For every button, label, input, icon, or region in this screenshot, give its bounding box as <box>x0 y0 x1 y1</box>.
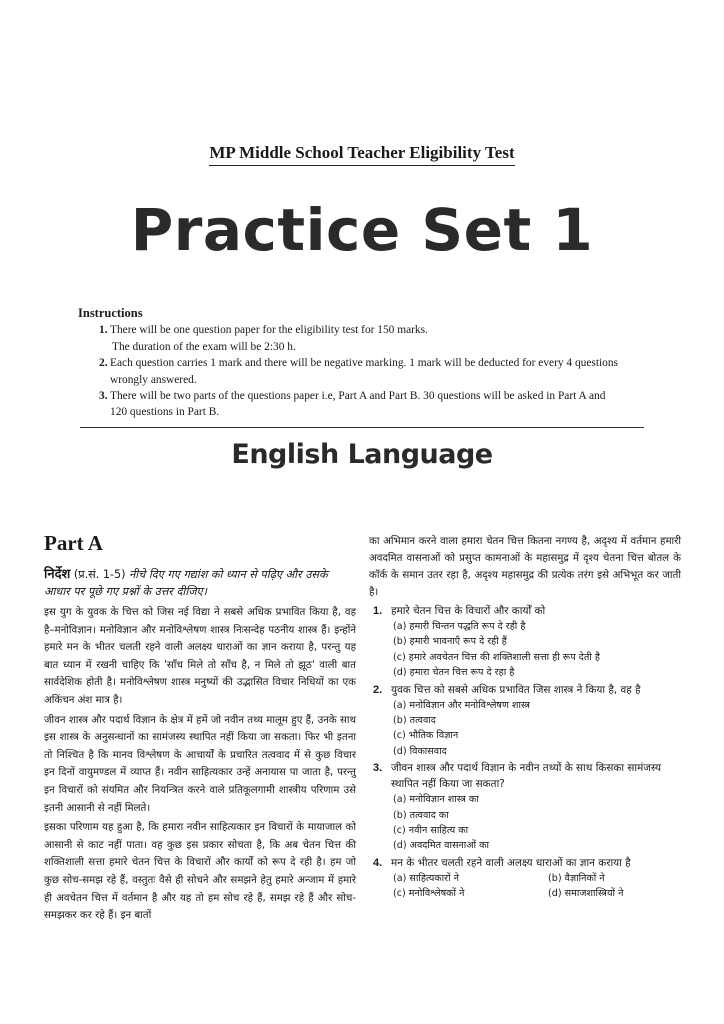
instruction-line: 120 questions in Part B. <box>110 406 220 419</box>
option: (d) समाजशास्त्रियों ने <box>548 888 624 900</box>
question-text: जीवन शास्त्र और पदार्थ विज्ञान के नवीन तथ्यों के साथ किसका सामंजस्य स्थापित नहीं किया जा सकता? <box>391 762 662 791</box>
option: (b) तत्ववाद का <box>393 809 449 821</box>
exam-header <box>0 143 724 163</box>
instruction-line: wrongly answered. <box>110 373 197 386</box>
instruction-item <box>78 322 648 355</box>
option: (c) हमारे अवचेतन चित्त की शक्तिशाली सत्ता ही रूप देती है <box>393 651 600 663</box>
right-column <box>369 533 681 902</box>
question <box>369 682 681 760</box>
left-column <box>44 531 356 927</box>
option: (c) भौतिक विज्ञान <box>393 730 459 742</box>
part-heading: Part A <box>44 531 103 555</box>
question <box>369 760 681 854</box>
question-number: 3. <box>373 762 383 775</box>
passage-continuation: का अभिमान करने वाला हमारा चेतन चित्त कितना नगण्य है, अदृश्य में वर्तमान हमारी अवदमित वासनाओं को प्रसुप्त कामनाओं के महासमुद्र में दृश्य चेतना चित्त बोतल के कॉर्क के समान उतर रहा है, अदृश्य महासमुद्र की प्रत्येक तरंग इसे अभिभूत कर जाती है। <box>369 536 681 598</box>
question <box>369 603 681 681</box>
section-title: English Language <box>231 439 493 470</box>
option: (d) विकासवाद <box>393 745 447 757</box>
passage-paragraph: इस युग के युवक के चित्त को जिस नई विद्या ने सबसे अधिक प्रभावित किया है, वह है–मनोविज्ञान। मनोविज्ञान और मनोविश्लेषण शास्त्र निःसन्देह पठनीय शास्त्र हैं। इन्होंने हमारे मन के भीतर चलती रहने वाली अलक्ष्य धाराओं का ज्ञान कराया है, परन्तु यह बात ध्यान में रखनी चाहिए कि 'साँच मिले तो साँच है, न मिले तो झूठ' वाली बात सार्वदेशिक होती है। मनोविश्लेषण शास्त्र मनुष्यों की उद्भासित विचार निधियों का एक अकिंचन अंश मात्र है। <box>44 607 356 706</box>
instruction-line: The duration of the exam will be 2:30 h. <box>112 340 296 353</box>
option-row <box>391 886 681 901</box>
option: (b) वैज्ञानिकों ने <box>548 872 605 884</box>
option: (b) तत्ववाद <box>393 715 436 727</box>
exam-header-text: MP Middle School Teacher Eligibility Test <box>209 143 514 166</box>
instruction-number: 1. <box>99 324 108 337</box>
option: (c) नवीन साहित्य का <box>393 825 469 837</box>
instruction-line: There will be one question paper for the eligibility test for 150 marks. <box>110 324 428 337</box>
instruction-number: 3. <box>99 390 108 403</box>
question-number: 1. <box>373 605 383 617</box>
instruction-item <box>78 388 648 421</box>
option-row <box>391 871 681 886</box>
page-title: Practice Set 1 <box>130 196 594 264</box>
question-number: 2. <box>373 683 383 696</box>
option: (d) अवदमित वासनाओं का <box>393 840 489 852</box>
instruction-line: There will be two parts of the questions paper i.e, Part A and Part B. 30 questions will be asked in Part A and <box>110 390 606 403</box>
question-text: हमारे चेतन चित्त के विचारों और कार्यों को <box>391 605 546 617</box>
instruction-item <box>78 355 648 388</box>
option: (a) हमारी चिन्तन पद्धति रूप दे रही है <box>393 621 526 632</box>
option: (c) मनोविश्लेषकों ने <box>393 888 465 900</box>
instructions-heading: Instructions <box>78 306 143 320</box>
passage-paragraph: जीवन शास्त्र और पदार्थ विज्ञान के क्षेत्र में हमें जो नवीन तथ्य मालूम हुए हैं, उनके साथ इस शास्त्र के अनुसन्धानों का सामंजस्य स्थापित नहीं किया जा सकता। फिर भी इतना तो निश्चित है कि मानव विश्लेषण के आचार्यों के प्रचारित तत्ववाद में से कुछ विचार इन दिनों वायुमण्डल में व्याप्त हैं। नवीन साहित्यकार उन्हें अनायास पा जाता है, परन्तु इन विचारों को संयमित और नियन्त्रित करने वाले प्रतिकूलगामी शास्त्रीय परिणाम उसे इतनी आसानी से नहीं मिलते। <box>44 714 356 814</box>
question <box>369 855 681 902</box>
option: (a) मनोविज्ञान और मनोविश्लेषण शास्त्र <box>393 699 530 711</box>
option: (b) हमारी भावनाएँ रूप दे रही हैं <box>393 636 507 648</box>
direction <box>44 566 356 600</box>
divider <box>80 427 644 428</box>
option: (d) हमारा चेतन चित्त रूप दे रहा है <box>393 667 515 679</box>
instruction-number: 2. <box>99 357 108 370</box>
option: (a) मनोविज्ञान शास्त्र का <box>393 794 479 806</box>
passage-paragraph: इसका परिणाम यह हुआ है, कि हमारा नवीन साहित्यकार इन विचारों के मायाजाल को आसानी से काट नहीं पाता। वह कुछ इस प्रकार सोचता है, कि अब चेतन चित्त की शक्तिशाली सत्ता हमारे चेतन चित्त के विचारों और कार्यों को रूप दे रही है। हम जो कुछ सोच-समझ रहे हैं, वस्तुतः वैसे ही सोचने और समझने हेतु हमारे अन्जाम में हमारे ही अवचेतन चित्त में वर्तमान है और यह तो हम सोच रहे हैं, समझ रहे हैं और सोच-समझकर कर रहे हैं। इन बातों <box>44 822 356 922</box>
direction-text: नीचे दिए गए गद्यांश को ध्यान से पढ़िए और उसके आधार पर पूछे गए प्रश्नों के उत्तर दीजिए। <box>44 568 328 598</box>
direction-label: निर्देश <box>44 567 71 582</box>
instruction-line: Each question carries 1 mark and there will be negative marking. 1 mark will be deducted for every 4 questions <box>110 357 618 370</box>
question-text: युवक चित्त को सबसे अधिक प्रभावित जिस शास्त्र ने किया है, वह है <box>391 683 641 696</box>
question-text: मन के भीतर चलती रहने वाली अलक्ष्य धाराओं का ज्ञान कराया है <box>391 856 631 869</box>
question-number: 4. <box>373 856 383 869</box>
instructions-block <box>78 305 648 421</box>
direction-range: (प्र.सं. 1-5) <box>73 568 126 581</box>
option: (a) साहित्यकारों ने <box>393 872 459 884</box>
